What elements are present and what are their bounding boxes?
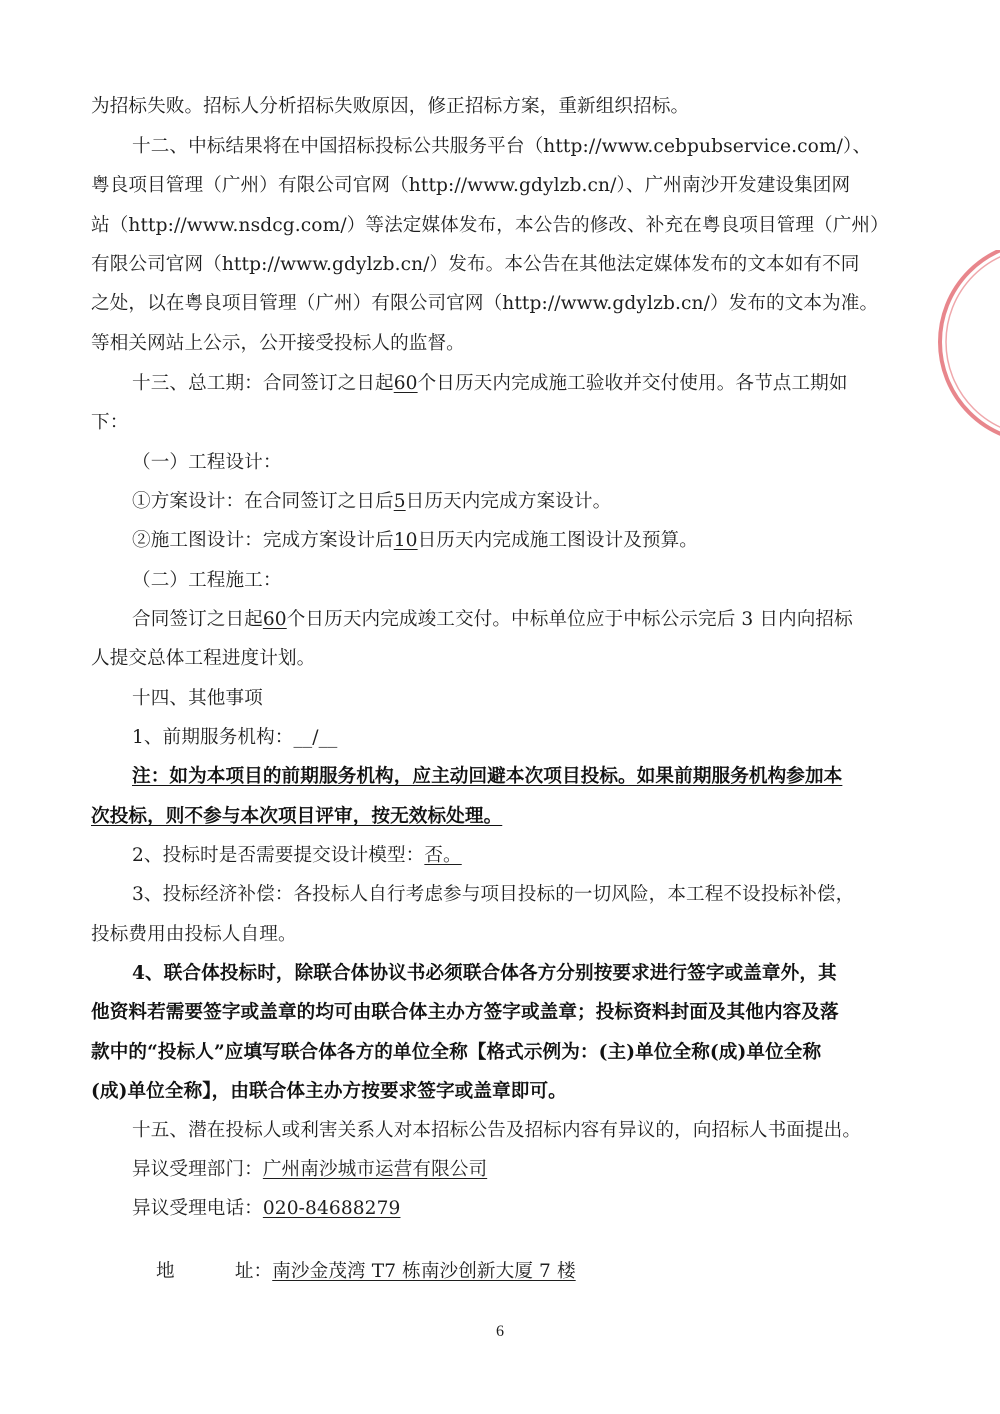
- underlined-value: 5: [393, 491, 406, 512]
- text-segment: ②施工图设计：完成方案设计后: [132, 530, 394, 551]
- bold-line: 他资料若需要签字或盖章的均可由联合体主办方签字或盖章；投标资料封面及其他内容及落: [91, 1002, 839, 1023]
- text-line: [132, 529, 698, 553]
- text-line: 有限公司官网（http://www.gdylzb.cn/）发布。本公告在其他法定媒体发布的文本如有不同: [91, 254, 860, 275]
- text-line: 等相关网站上公示，公开接受投标人的监督。: [91, 333, 465, 354]
- underlined-value: 60: [262, 609, 287, 630]
- underlined-value: 020-84688279: [262, 1198, 401, 1219]
- underlined-value: 否。: [424, 845, 462, 866]
- text-line: [132, 1197, 400, 1221]
- text-segment: 个日历天内完成施工验收并交付使用。各节点工期如: [417, 373, 848, 394]
- note-line: 次投标，则不参与本次项目评审，按无效标处理。: [91, 806, 503, 827]
- text-line: [132, 844, 462, 868]
- text-line: [132, 490, 611, 514]
- bold-line: 4、联合体投标时，除联合体协议书必须联合体各方分别按要求进行签字或盖章外，其: [132, 963, 837, 984]
- company-seal: [900, 250, 1000, 440]
- text-line: 人提交总体工程进度计划。: [91, 648, 316, 669]
- text-line: 3、投标经济补偿：各投标人自行考虑参与项目投标的一切风险，本工程不设投标补偿，: [132, 884, 855, 905]
- text-line: 为招标失败。招标人分析招标失败原因，修正招标方案，重新组织招标。: [91, 96, 690, 117]
- underlined-value: 南沙金茂湾 T7 栋南沙创新大厦 7 楼: [272, 1261, 576, 1282]
- text-segment: 2、投标时是否需要提交设计模型：: [132, 845, 425, 866]
- text-line: [132, 372, 848, 396]
- underlined-value: 10: [393, 530, 418, 551]
- underlined-value: 广州南沙城市运营有限公司: [262, 1159, 488, 1180]
- text-segment: 异议受理电话：: [132, 1198, 263, 1219]
- text-line: 投标费用由投标人自理。: [91, 924, 297, 945]
- bold-line: 款中的“投标人”应填写联合体各方的单位全称【格式示例为：(主)单位全称(成)单位全称: [91, 1042, 822, 1063]
- underlined-value: 60: [393, 373, 418, 394]
- page-number: 6: [496, 1323, 504, 1340]
- text-segment: 1、前期服务机构：: [132, 727, 294, 748]
- text-line: [132, 608, 853, 632]
- text-line: 十二、中标结果将在中国招标投标公共服务平台（http://www.cebpubservice.com/）、: [132, 136, 872, 157]
- text-line: [132, 726, 337, 750]
- text-line: [132, 1236, 576, 1308]
- text-segment: 十三、总工期：合同签订之日起: [132, 373, 394, 394]
- seal-ring-icon: [900, 250, 1000, 440]
- text-segment: 个日历天内完成竣工交付。中标单位应于中标公示完后 3 日内向招标: [286, 609, 853, 630]
- text-line: 十五、潜在投标人或利害关系人对本招标公告及招标内容有异议的，向招标人书面提出。: [132, 1120, 862, 1141]
- text-line: 站（http://www.nsdcg.com/）等法定媒体发布，本公告的修改、补充在粤良项目管理（广州）: [91, 215, 889, 236]
- text-segment: 日历天内完成施工图设计及预算。: [417, 530, 699, 551]
- bold-line: (成)单位全称】，由联合体主办方按要求签字或盖章即可。: [91, 1081, 567, 1102]
- text-segment: 地 址：: [156, 1261, 273, 1282]
- text-segment: 异议受理部门：: [132, 1159, 263, 1180]
- text-segment: 合同签订之日起: [132, 609, 263, 630]
- text-line: （一）工程设计：: [132, 452, 282, 473]
- text-segment: 日历天内完成方案设计。: [405, 491, 612, 512]
- text-line: 之处，以在粤良项目管理（广州）有限公司官网（http://www.gdylzb.cn/）发布的文本为准。: [91, 293, 879, 314]
- text-line: [132, 1158, 487, 1182]
- note-line: 注：如为本项目的前期服务机构，应主动回避本次项目投标。如果前期服务机构参加本: [132, 766, 843, 787]
- section-heading: 十四、其他事项: [132, 688, 263, 709]
- text-line: （二）工程施工：: [132, 570, 282, 591]
- text-line: 下：: [91, 412, 129, 433]
- text-segment: ①方案设计：在合同签订之日后: [132, 491, 394, 512]
- underlined-value: __/__: [293, 727, 338, 748]
- text-line: 粤良项目管理（广州）有限公司官网（http://www.gdylzb.cn/）、广州南沙开发建设集团网: [91, 175, 851, 196]
